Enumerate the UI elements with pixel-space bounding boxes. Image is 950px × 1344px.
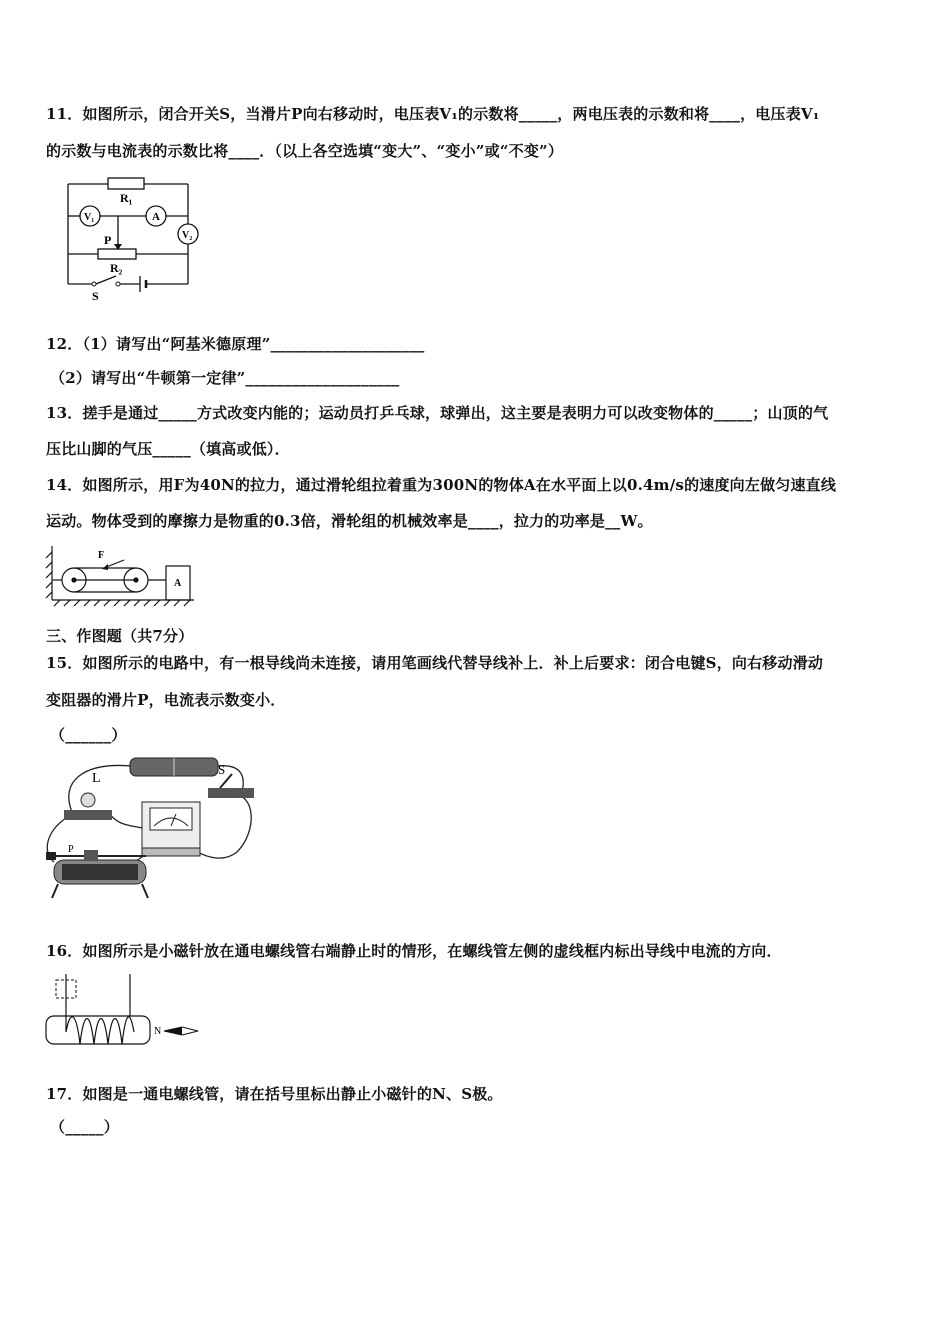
q15-p-label: P — [68, 844, 74, 855]
q11-v1-label: V₁ — [84, 212, 95, 223]
q13-text-line1: 13．搓手是通过_____方式改变内能的；运动员打乒乓球，球弹出，这主要是表明力可以改变物体的_____；山顶的气 — [46, 404, 829, 422]
q11-p-label: P — [104, 233, 112, 247]
q15-circuit-photo — [42, 752, 264, 914]
q11-a-label: A — [152, 211, 160, 223]
q14-text-line1: 14．如图所示，用F为40N的拉力，通过滑轮组拉着重为300N的物体A在水平面上以0.4m/s的速度向左做匀速直线 — [46, 476, 837, 494]
q15-text-line1: 15．如图所示的电路中，有一根导线尚未连接，请用笔画线代替导线补上．补上后要求：闭合电键S，向右移动滑动 — [46, 654, 824, 672]
q15-answer-blank[interactable]: （______） — [50, 726, 127, 744]
q17-text-line1: 17．如图是一通电螺线管，请在括号里标出静止小磁针的N、S极。 — [46, 1085, 503, 1103]
q11-s-label: S — [92, 289, 99, 302]
q11-v2-label: V₂ — [182, 230, 193, 241]
q15-l-label: L — [92, 771, 101, 786]
q17-answer-blank[interactable]: （_____） — [50, 1118, 119, 1136]
q15-s-label: S — [218, 762, 226, 777]
q15-text-line2: 变阻器的滑片P，电流表示数变小． — [46, 691, 286, 709]
q16-n-label: N — [154, 1026, 162, 1037]
q11-circuit-diagram — [58, 172, 238, 302]
q11-r1-label: R₁ — [120, 191, 133, 205]
q11-text-line1: 11．如图所示，闭合开关S，当滑片P向右移动时，电压表V₁的示数将_____，两电压表的示数和将____，电压表V₁ — [46, 105, 820, 123]
q16-solenoid-diagram — [42, 970, 202, 1054]
q14-f-label: F — [98, 550, 105, 561]
q14-a-label: A — [174, 578, 182, 589]
q12-text-line2: （2）请写出“牛顿第一定律”____________________ — [50, 369, 400, 387]
q14-text-line2: 运动。物体受到的摩擦力是物重的0.3倍，滑轮组的机械效率是____，拉力的功率是__W。 — [46, 512, 653, 530]
section3-title: 三、作图题（共7分） — [46, 627, 194, 645]
q14-pulley-diagram — [44, 542, 204, 608]
q13-text-line2: 压比山脚的气压_____（填高或低）． — [46, 440, 290, 458]
q11-r2-label: R₂ — [110, 261, 123, 275]
q11-text-line2: 的示数与电流表的示数比将____．（以上各空选填“变大”、“变小”或“不变”） — [46, 142, 564, 160]
q16-text-line1: 16．如图所示是小磁针放在通电螺线管右端静止时的情形，在螺线管左侧的虚线框内标出导线中电流的方向． — [46, 942, 782, 960]
q12-text-line1: 12．（1）请写出“阿基米德原理”____________________ — [46, 335, 425, 353]
